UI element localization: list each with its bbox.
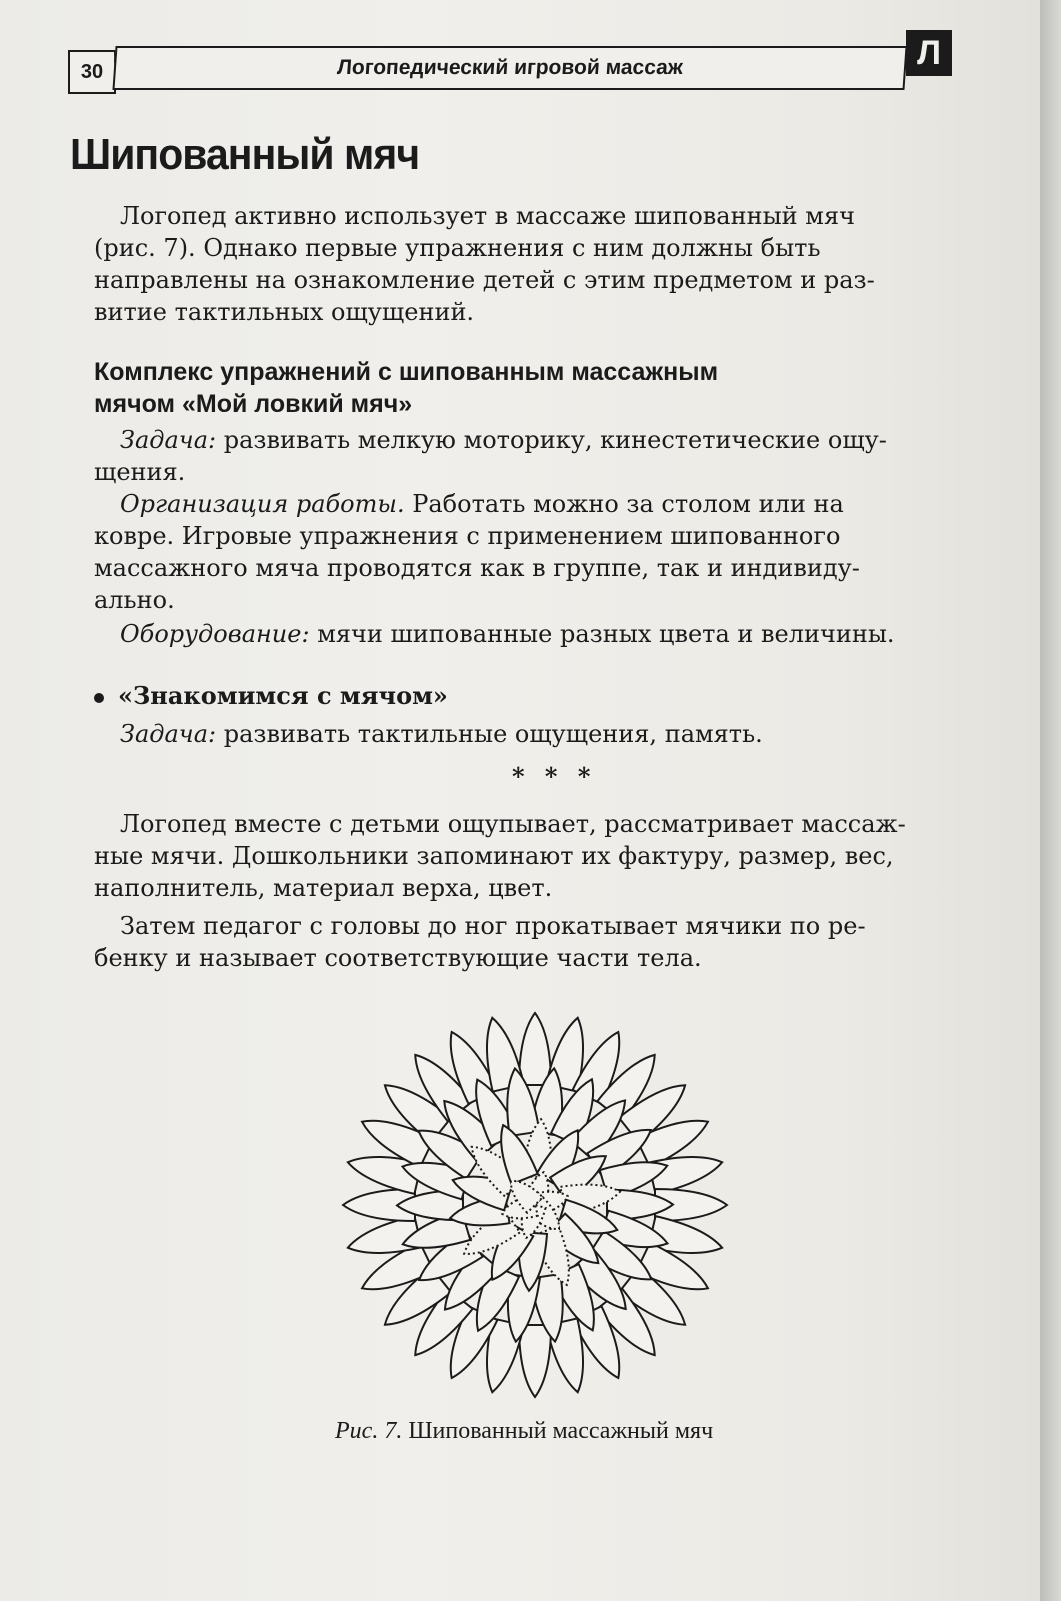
task-label: Задача: — [120, 426, 217, 454]
page-number: 30 — [68, 50, 116, 94]
organization-label: Организация работы. — [120, 490, 405, 518]
intro-line: (рис. 7). Однако первые упражнения с ним должны быть — [94, 234, 821, 262]
equipment-paragraph — [94, 618, 960, 650]
intro-line: Логопед активно использует в массаже шипованный мяч — [120, 202, 855, 230]
page-edge — [1040, 0, 1061, 1601]
running-title: Логопедический игровой массаж — [112, 46, 907, 90]
body-line: наполнитель, материал верха, цвет. — [94, 874, 553, 902]
figure-caption — [335, 1418, 713, 1445]
complex-heading — [94, 356, 794, 420]
exercise-title — [94, 680, 448, 712]
exercise-task-label: Задача: — [120, 720, 217, 748]
organization-text: Работать можно за столом или на — [404, 490, 844, 518]
ball-spike — [519, 1325, 551, 1397]
intro-line: витие тактильных ощущений. — [94, 298, 475, 326]
body-line: Логопед вместе с детьми ощупывает, рассматривает массаж- — [120, 810, 906, 838]
equipment-text: мячи шипованные разных цвета и величины. — [309, 620, 895, 648]
complex-heading-line: Комплекс упражнений с шипованным массажным — [94, 358, 719, 386]
body-line: Затем педагог с головы до ног прокатывает мячики по ре- — [120, 912, 866, 940]
body-line: бенку и называет соответствующие части тела. — [94, 944, 702, 972]
equipment-label: Оборудование: — [120, 620, 310, 648]
task-paragraph — [94, 424, 960, 488]
exercise-title-text: «Знакомимся с мячом» — [118, 681, 448, 710]
organization-paragraph — [94, 488, 960, 616]
organization-text: ковре. Игровые упражнения с применением шипованного — [94, 522, 841, 550]
bullet-icon — [94, 693, 104, 703]
exercise-task-text: развивать тактильные ощущения, память. — [216, 720, 763, 748]
intro-paragraph — [94, 200, 960, 328]
exercise-task — [94, 718, 960, 750]
page-title: Шипованный мяч — [70, 130, 420, 179]
complex-heading-line: мячом «Мой ловкий мяч» — [94, 390, 413, 418]
body-paragraph — [94, 808, 960, 974]
organization-text: массажного мяча проводятся как в группе, так и индивиду- — [94, 554, 860, 582]
running-header — [68, 30, 948, 96]
caption-text: Шипованный массажный мяч — [402, 1418, 714, 1444]
intro-line: направлены на ознакомление детей с этим предметом и раз- — [94, 266, 875, 294]
section-separator: * * * — [512, 762, 597, 791]
task-text: щения. — [94, 458, 186, 486]
body-line: ные мячи. Дошкольники запоминают их фактуру, размер, вес, — [94, 842, 894, 870]
caption-label: Рис. 7. — [335, 1418, 403, 1444]
ball-spike — [519, 1013, 551, 1085]
spiked-ball-illustration — [335, 1010, 735, 1400]
task-text: развивать мелкую моторику, кинестетические ощу- — [216, 426, 887, 454]
section-letter-tab: Л — [906, 30, 952, 76]
organization-text: ально. — [94, 586, 175, 614]
